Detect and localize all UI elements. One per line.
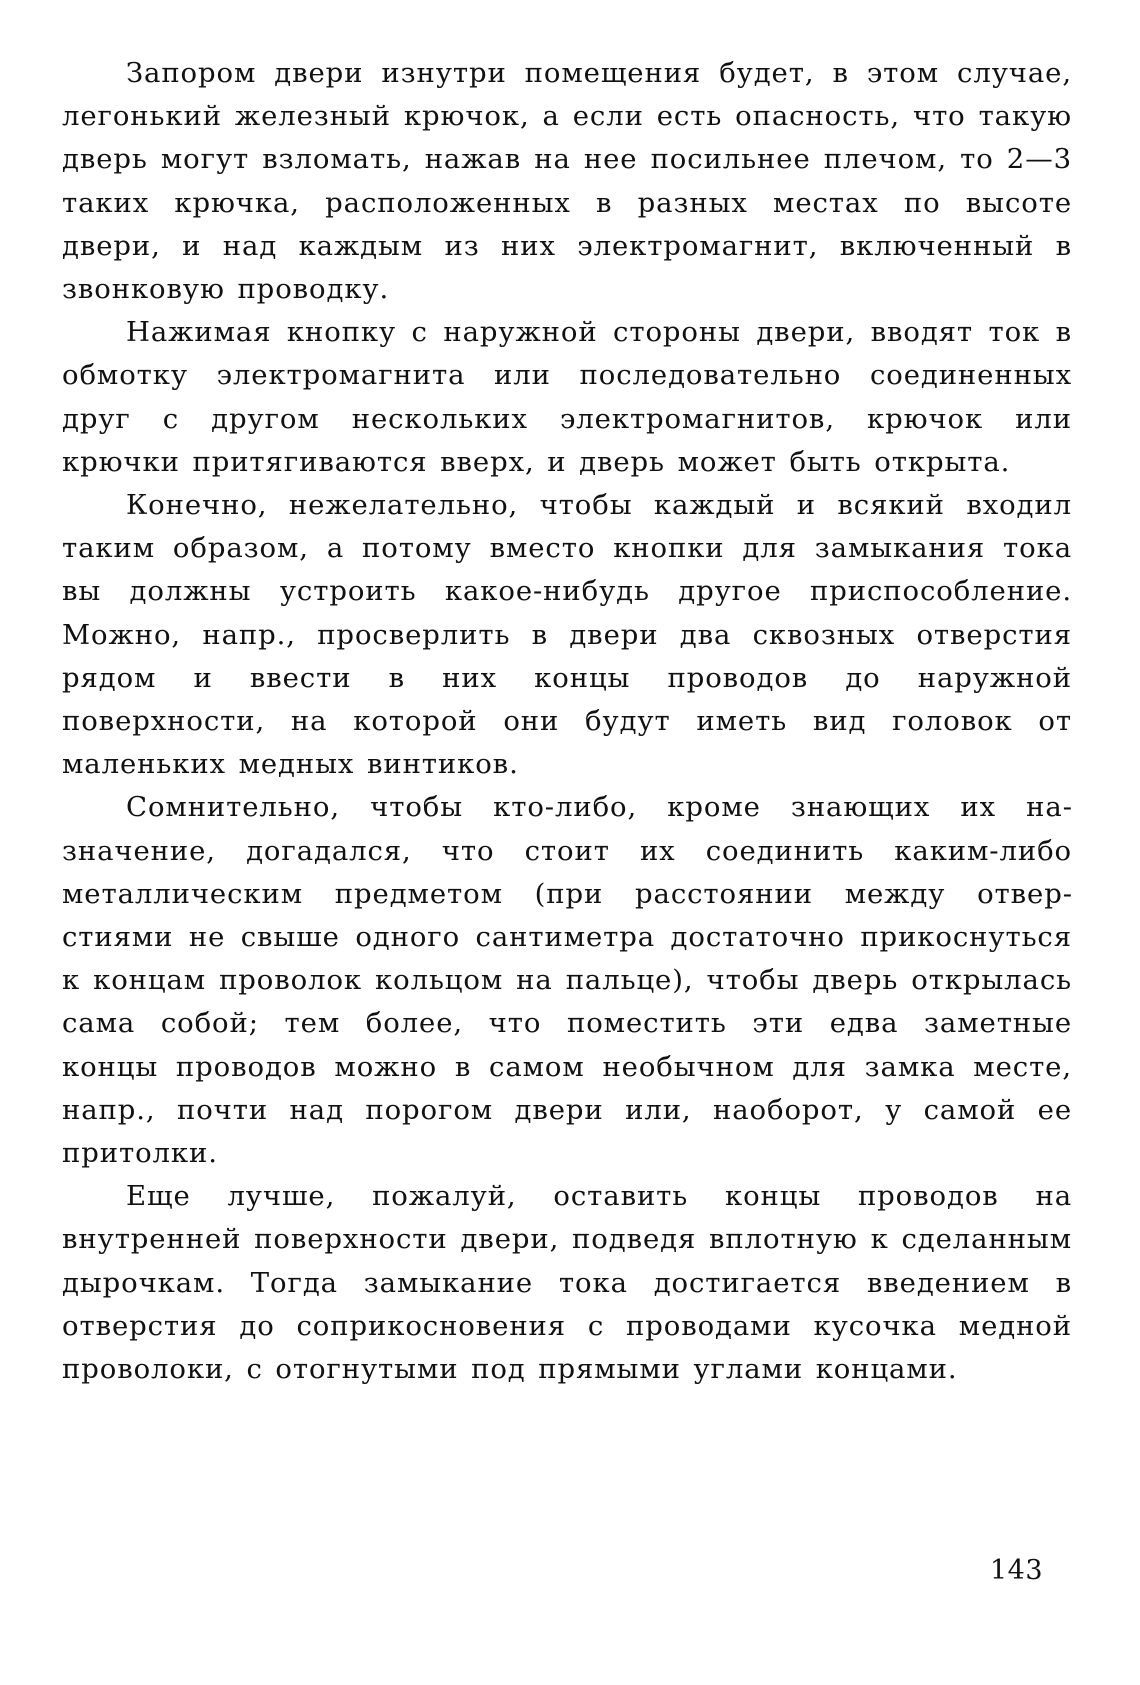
paragraph-2: Нажимая кнопку с наружной стороны двери, вводят ток в обмотку электромагнита или последовательно соединенных друг с другом нескольких электромагнитов, крючок или крючки притягиваются вверх, и дверь может быть открыта. (62, 316, 1072, 478)
body-text (62, 52, 1072, 1391)
page-number: 143 (990, 1555, 1044, 1586)
paragraph-4: Сомнительно, чтобы кто-либо, кроме знающих их назначение, догадался, что стоит их соединить каким-либо металлическим предметом (при расстоянии между отверстиями не свыше одного сантиметра достаточно прикоснуться к концам проволок кольцом на пальце), чтобы дверь открылась сама собой; тем более, что поместить эти едва заметные концы проводов можно в самом необычном для замка месте, напр., почти над порогом двери или, наоборот, у самой ее притолки. (62, 791, 1072, 1170)
paragraph-3: Конечно, нежелательно, чтобы каждый и всякий входил таким образом, а потому вместо кнопки для замыкания тока вы должны устроить какое-нибудь другое приспособление. Можно, напр., просверлить в двери два сквозных отверстия рядом и ввести в них концы проводов до наружной поверхности, на которой они будут иметь вид головок от маленьких медных винтиков. (62, 489, 1072, 781)
paragraph-5: Еще лучше, пожалуй, оставить концы проводов на внутренней поверхности двери, подведя вплотную к сделанным дырочкам. Тогда замыкание тока достигается введением в отверстия до соприкосновения с проводами кусочка медной проволоки, с отогнутыми под прямыми углами концами. (62, 1180, 1072, 1386)
paragraph-1: Запором двери изнутри помещения будет, в этом случае, легонький железный крючок, а если есть опасность, что такую дверь могут взломать, нажав на нее посильнее плечом, то 2—3 таких крючка, расположенных в разных местах по высоте двери, и над каждым из них электромагнит, включенный в звонковую проводку. (62, 57, 1072, 306)
